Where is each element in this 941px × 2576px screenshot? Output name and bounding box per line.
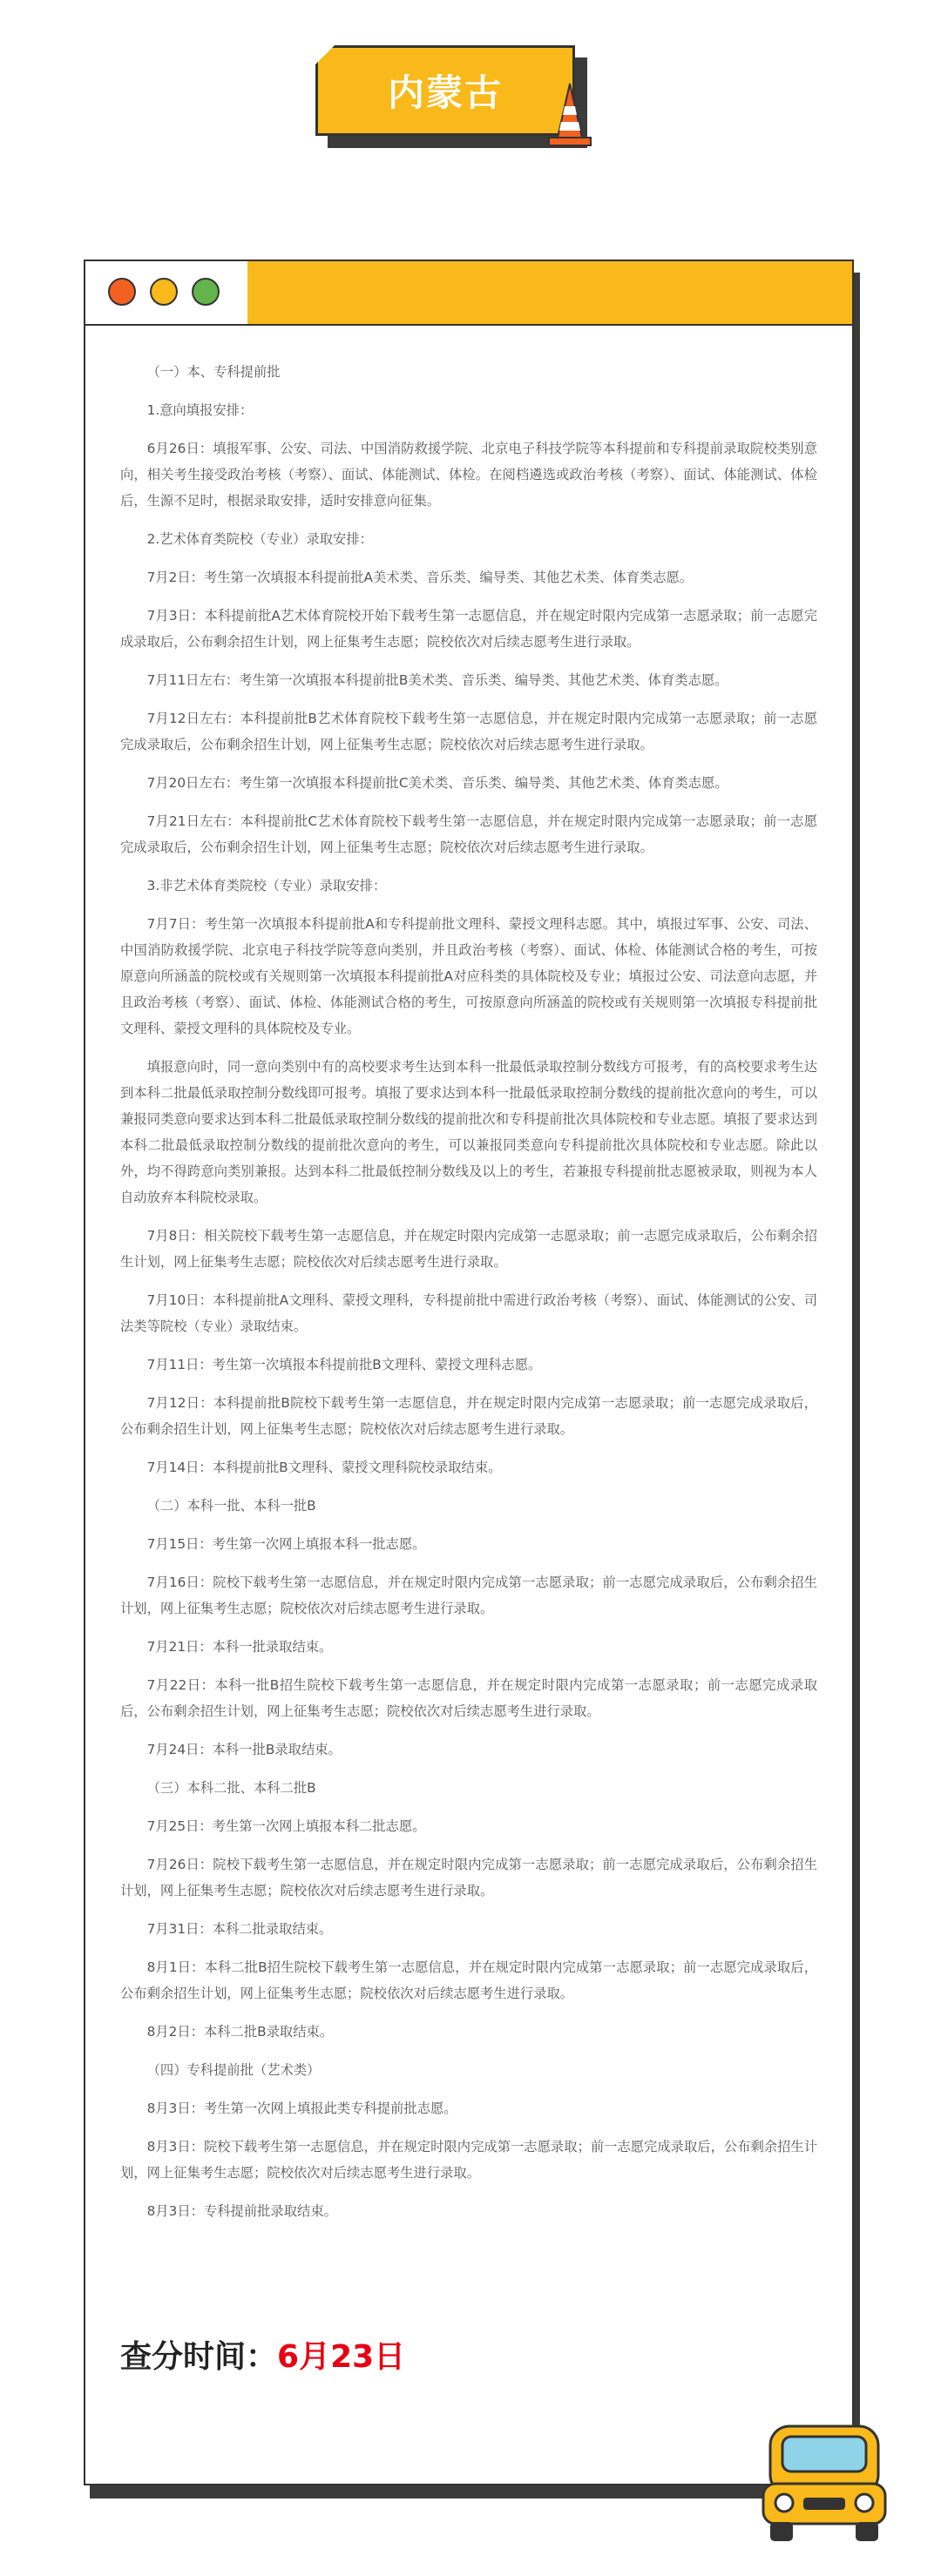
banner-fold bbox=[313, 43, 337, 67]
schedule-paragraph: 7月22日：本科一批B招生院校下载考生第一志愿信息，并在规定时限内完成第一志愿录取；前一志愿完成录取后，公布剩余招生计划，网上征集考生志愿；院校依次对后续志愿考生进行录取。 bbox=[120, 1677, 817, 1719]
schedule-paragraph: （四）专科提前批（艺术类） bbox=[146, 2062, 321, 2078]
schedule-paragraph: 7月26日：院校下载考生第一志愿信息，并在规定时限内完成第一志愿录取；前一志愿完成录取后，公布剩余招生计划，网上征集考生志愿；院校依次对后续志愿考生进行录取。 bbox=[120, 1857, 817, 1898]
titlebar-accent bbox=[247, 261, 852, 324]
schedule-paragraph: 7月25日：考生第一次网上填报本科二批志愿。 bbox=[146, 1818, 426, 1834]
schedule-paragraph: 8月1日：本科二批B招生院校下载考生第一志愿信息，并在规定时限内完成第一志愿录取；前一志愿完成录取后，公布剩余招生计划，网上征集考生志愿；院校依次对后续志愿考生进行录取。 bbox=[120, 1959, 817, 2001]
green-dot-icon bbox=[192, 278, 220, 306]
schedule-paragraph: 7月16日：院校下载考生第一志愿信息，并在规定时限内完成第一志愿录取；前一志愿完成录取后，公布剩余招生计划，网上征集考生志愿；院校依次对后续志愿考生进行录取。 bbox=[120, 1575, 817, 1616]
schedule-paragraph: 7月14日：本科提前批B文理科、蒙授文理科院校录取结束。 bbox=[146, 1460, 502, 1475]
schedule-paragraph: （一）本、专科提前批 bbox=[146, 364, 281, 380]
traffic-cone-icon bbox=[544, 80, 596, 150]
schedule-paragraph: 7月12日左右：本科提前批B艺术体育院校下载考生第一志愿信息，并在规定时限内完成第一志愿录取；前一志愿完成录取后，公布剩余招生计划，网上征集考生志愿；院校依次对后续志愿考生进行录取。 bbox=[120, 711, 817, 752]
schedule-paragraph: 8月2日：本科二批B录取结束。 bbox=[146, 2024, 334, 2040]
schedule-text bbox=[120, 359, 817, 2236]
schedule-paragraph: 7月31日：本科二批录取结束。 bbox=[146, 1921, 333, 1937]
schedule-paragraph: 7月15日：考生第一次网上填报本科一批志愿。 bbox=[146, 1536, 426, 1552]
red-dot-icon bbox=[108, 278, 136, 306]
schedule-paragraph: 7月11日左右：考生第一次填报本科提前批B美术类、音乐类、编导类、其他艺术类、体育类志愿。 bbox=[146, 672, 728, 688]
schedule-paragraph: （三）本科二批、本科二批B bbox=[146, 1780, 316, 1796]
score-query-time bbox=[120, 2332, 405, 2377]
schedule-paragraph: 7月21日左右：本科提前批C艺术体育院校下载考生第一志愿信息，并在规定时限内完成第一志愿录取；前一志愿完成录取后，公布剩余招生计划，网上征集考生志愿；院校依次对后续志愿考生进行录取。 bbox=[120, 813, 817, 855]
query-label: 查分时间： bbox=[120, 2339, 278, 2375]
schedule-paragraph: 7月21日：本科一批录取结束。 bbox=[146, 1639, 333, 1655]
schedule-paragraph: 7月10日：本科提前批A文理科、蒙授文理科，专科提前批中需进行政治考核（考察）、面试、体能测试的公安、司法类等院校（专业）录取结束。 bbox=[120, 1292, 817, 1334]
schedule-paragraph: 8月3日：专科提前批录取结束。 bbox=[146, 2203, 337, 2219]
schedule-paragraph: 2.艺术体育类院校（专业）录取安排： bbox=[146, 531, 373, 547]
yellow-dot-icon bbox=[150, 278, 178, 306]
schedule-paragraph: 填报意向时，同一意向类别中有的高校要求考生达到本科一批最低录取控制分数线方可报考，有的高校要求考生达到本科二批最低录取控制分数线即可报考。填报了要求达到本科一批最低录取控制分数线的提前批次意向的考生，可以兼报同类意向要求达到本科二批最低录取控制分数线的提前批次和专科提前批次具体院校和专业志愿。填报了要求达到本科二批最低录取控制分数线的提前批次意向的考生，可以兼报同类意向专科提前批次具体院校和专业志愿。除此以外，均不得跨意向类别兼报。达到本科二批最低控制分数线及以上的考生，若兼报专科提前批志愿被录取，则视为本人自动放弃本科院校录取。 bbox=[120, 1059, 817, 1205]
schedule-paragraph: 3.非艺术体育类院校（专业）录取安排： bbox=[146, 878, 387, 894]
content-card bbox=[84, 260, 854, 2485]
schedule-paragraph: （二）本科一批、本科一批B bbox=[146, 1498, 316, 1514]
schedule-paragraph: 7月8日：相关院校下载考生第一志愿信息，并在规定时限内完成第一志愿录取；前一志愿完成录取后，公布剩余招生计划，网上征集考生志愿；院校依次对后续志愿考生进行录取。 bbox=[120, 1228, 817, 1270]
schedule-paragraph: 7月2日：考生第一次填报本科提前批A美术类、音乐类、编导类、其他艺术类、体育类志愿。 bbox=[146, 570, 694, 585]
schedule-paragraph: 8月3日：考生第一次网上填报此类专科提前批志愿。 bbox=[146, 2101, 457, 2116]
schedule-paragraph: 7月24日：本科一批B录取结束。 bbox=[146, 1742, 342, 1757]
query-date: 6月23日 bbox=[277, 2339, 406, 2375]
schedule-paragraph: 7月7日：考生第一次填报本科提前批A和专科提前批文理科、蒙授文理科志愿。其中，填报过军事、公安、司法、中国消防救援学院、北京电子科技学院等意向类别，并且政治考核（考察）、面试、体检、体能测试合格的考生，可按原意向所涵盖的院校或有关规则第一次填报本科提前批A对应科类的具体院校及专业；填报过公安、司法意向志愿，并且政治考核（考察）、面试、体检、体能测试合格的考生，可按原意向所涵盖的院校或有关规则第一次填报专科提前批文理科、蒙授文理科的具体院校及专业。 bbox=[120, 916, 817, 1036]
car-icon bbox=[755, 2414, 894, 2545]
schedule-paragraph: 8月3日：院校下载考生第一志愿信息，并在规定时限内完成第一志愿录取；前一志愿完成录取后，公布剩余招生计划，网上征集考生志愿；院校依次对后续志愿考生进行录取。 bbox=[120, 2139, 817, 2181]
page-title: 内蒙古 bbox=[387, 71, 503, 114]
title-banner bbox=[315, 45, 603, 154]
banner-box bbox=[315, 45, 575, 136]
schedule-paragraph: 7月3日：本科提前批A艺术体育院校开始下载考生第一志愿信息，并在规定时限内完成第一志愿录取；前一志愿完成录取后，公布剩余招生计划，网上征集考生志愿；院校依次对后续志愿考生进行录取。 bbox=[120, 608, 817, 650]
schedule-paragraph: 7月11日：考生第一次填报本科提前批B文理科、蒙授文理科志愿。 bbox=[146, 1357, 542, 1372]
schedule-paragraph: 1.意向填报安排： bbox=[146, 402, 254, 418]
schedule-paragraph: 6月26日：填报军事、公安、司法、中国消防救援学院、北京电子科技学院等本科提前和专科提前录取院校类别意向，相关考生接受政治考核（考察）、面试、体能测试、体检。在阅档遴选或政治考核（考察）、面试、体能测试、体检后，生源不足时，根据录取安排，适时安排意向征集。 bbox=[120, 441, 817, 509]
schedule-paragraph: 7月20日左右：考生第一次填报本科提前批C美术类、音乐类、编导类、其他艺术类、体育类志愿。 bbox=[146, 775, 728, 791]
window-titlebar bbox=[85, 261, 852, 326]
schedule-paragraph: 7月12日：本科提前批B院校下载考生第一志愿信息，并在规定时限内完成第一志愿录取；前一志愿完成录取后，公布剩余招生计划，网上征集考生志愿；院校依次对后续志愿考生进行录取。 bbox=[120, 1395, 817, 1437]
